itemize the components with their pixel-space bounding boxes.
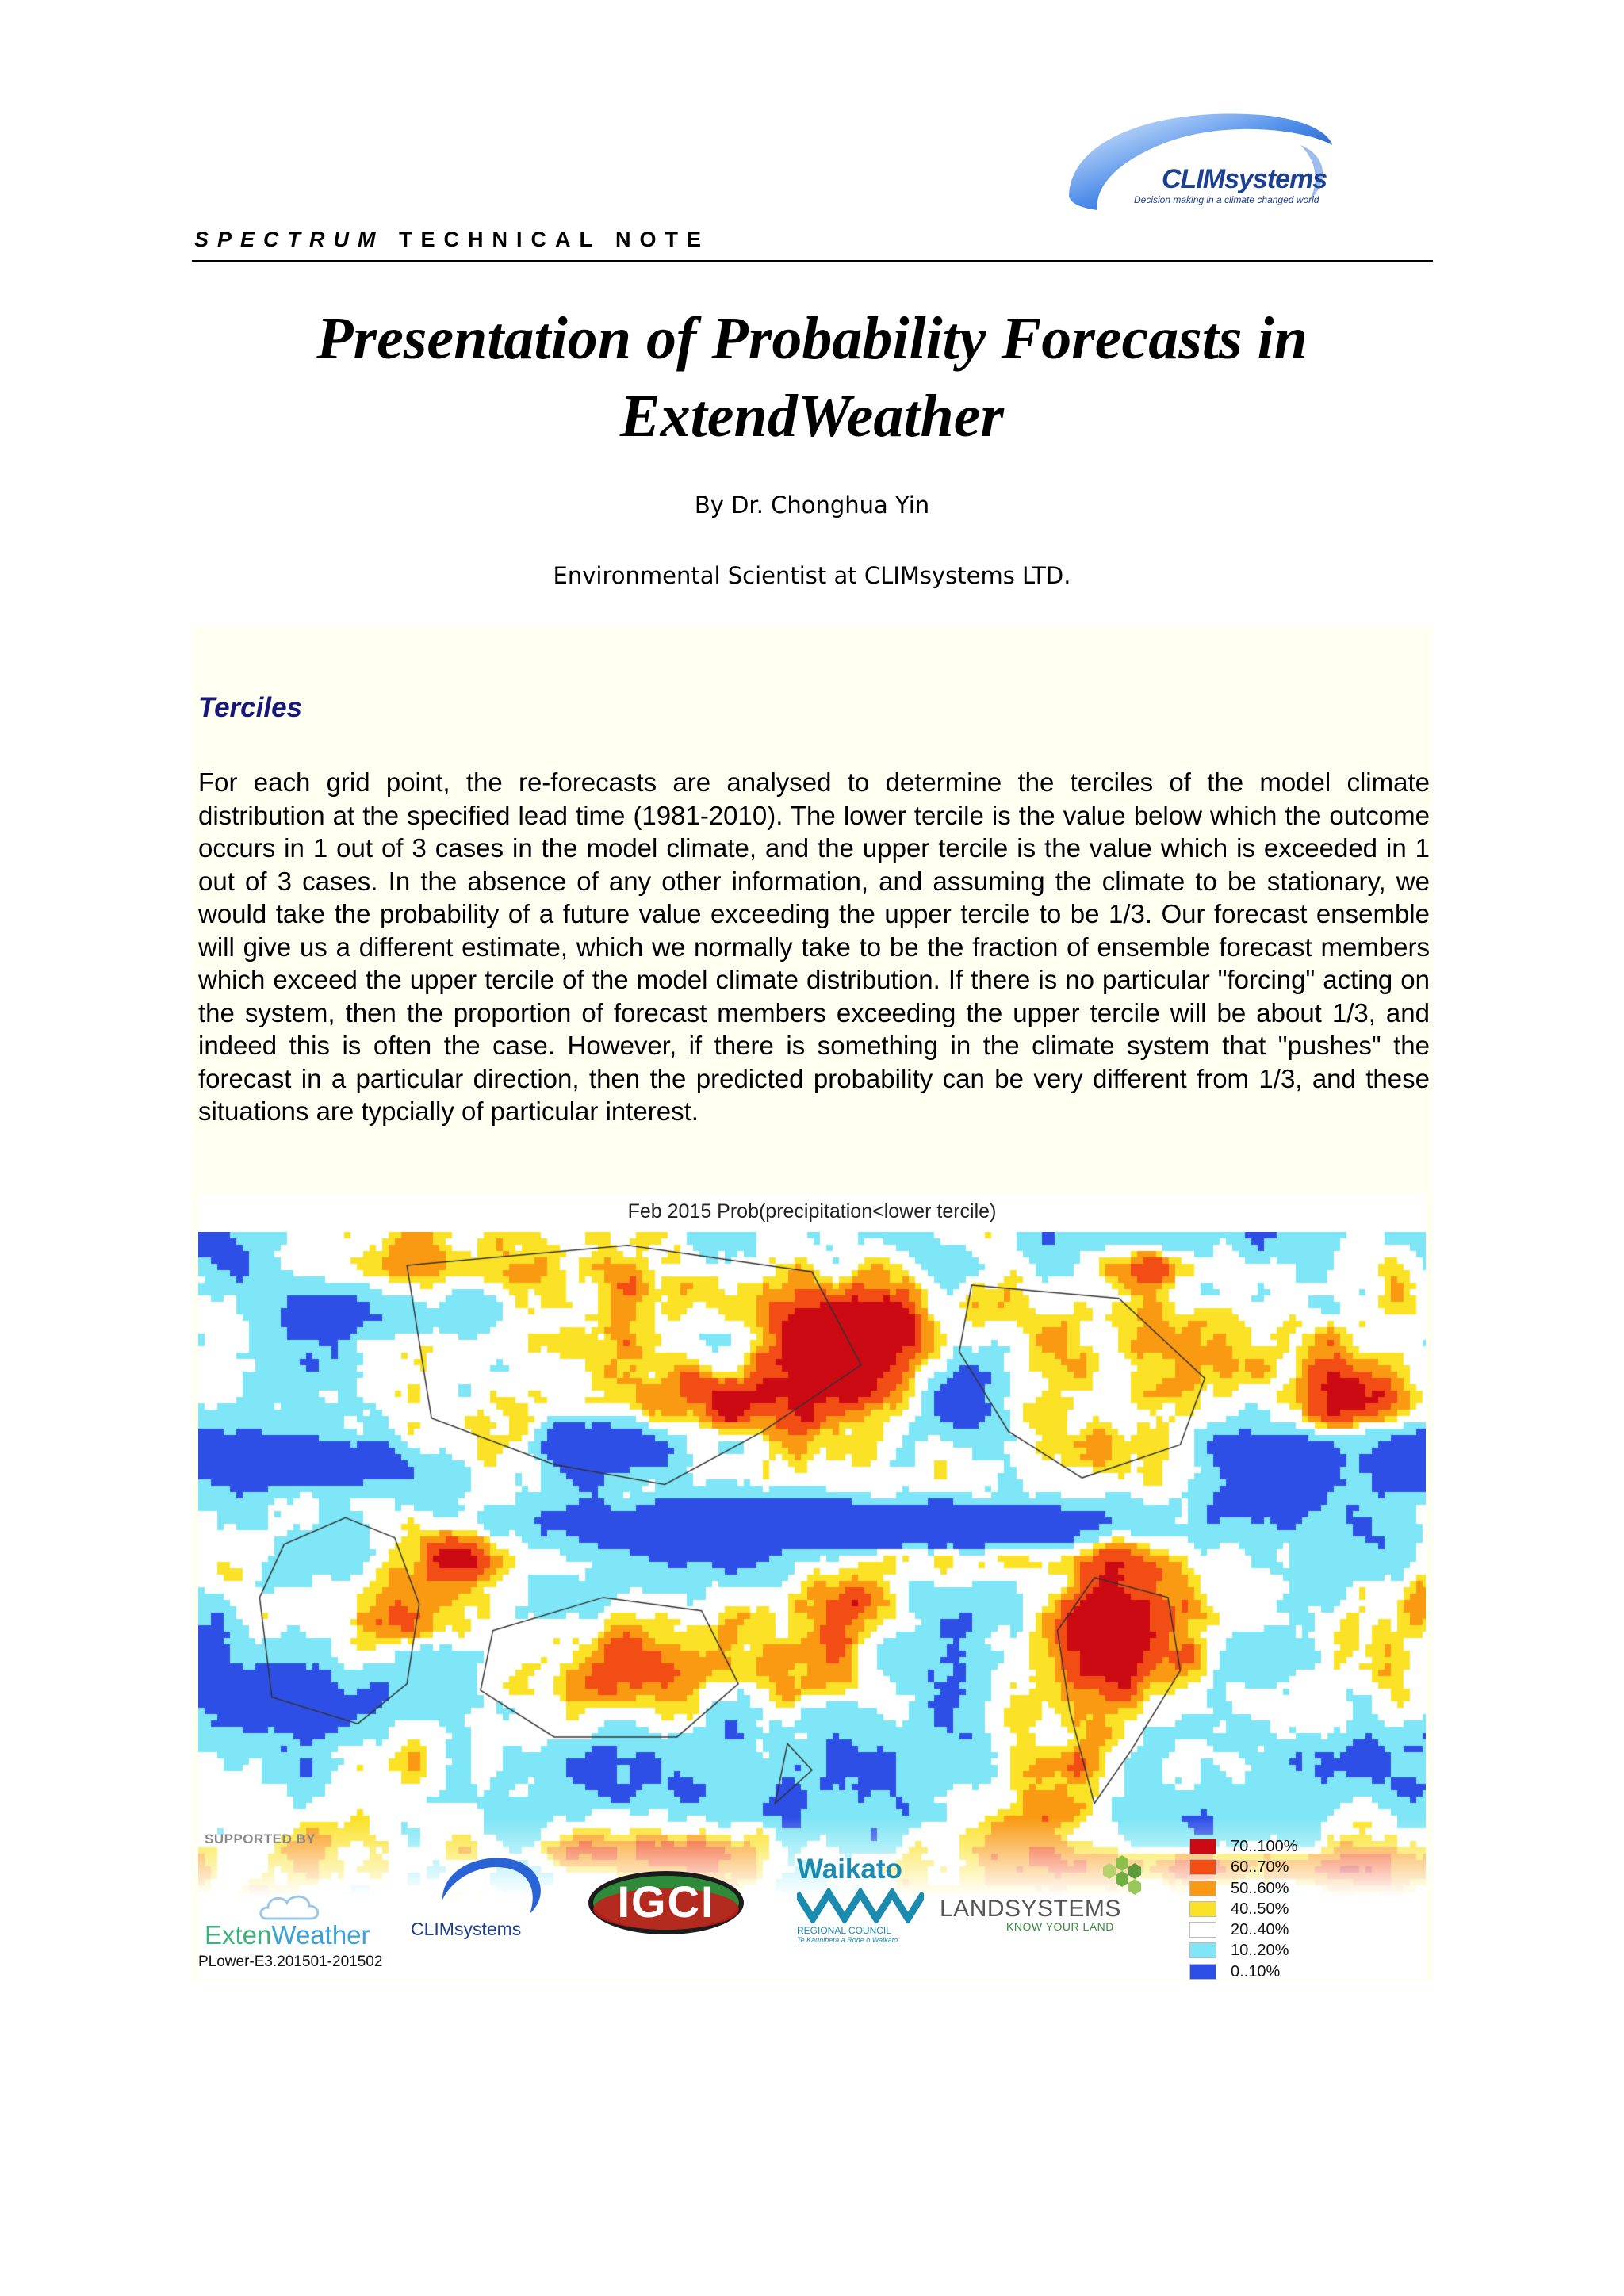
legend-label: 60..70%: [1231, 1858, 1289, 1877]
waikato-name: Waikato: [797, 1854, 902, 1885]
legend-label: 70..100%: [1231, 1838, 1298, 1855]
title-line-2: ExtendWeather: [619, 383, 1005, 450]
cloud-icon: [259, 1892, 322, 1922]
legend-label: 40..50%: [1231, 1900, 1289, 1918]
section-body: For each grid point, the re-forecasts are analysed to determine the terciles of the model climate distribution at the specified lead time (1981-2010). The lower tercile is the value below which the outcome occurs in 1 out of 3 cases in the model climate, and the upper tercile is the value which is exceeded in 1 out of 3 cases. In the absence of any other information, and assuming the climate to be stationary, we would take the probability of a future value exceeding the upper tercile to be 1/3. Our forecast ensemble will give us a different estimate, which we normally take to be the fraction of ensemble forecast members which exceed the upper tercile of the model climate distribution. If there is no particular "forcing" acting on the system, then the proportion of forecast members exceeding the upper tercile will be about 1/3, and indeed this is often the case. However, if there is something in the climate system that "pushes" the forecast in a particular direction, then the predicted probability can be very different from 1/3, and these situations are typcially of particular interest.: [198, 767, 1430, 1126]
extenweather-name: [205, 1920, 370, 1950]
extenweather-name-a: Exten: [205, 1920, 272, 1950]
legend-label: 50..60%: [1231, 1879, 1289, 1897]
byline: By Dr. Chonghua Yin: [694, 492, 930, 519]
waikato-logo: [797, 1854, 932, 1949]
section-heading: Terciles: [198, 692, 303, 723]
legend-label: 10..20%: [1231, 1942, 1289, 1960]
climsystems-logo: [1063, 107, 1348, 234]
legend-swatch: [1189, 1839, 1216, 1854]
igci-logo: [587, 1868, 745, 1939]
supported-by-label: SUPPORTED BY: [205, 1831, 316, 1846]
legend-item: [1189, 1961, 1348, 1982]
legend-swatch: [1189, 1901, 1216, 1917]
legend-item: [1189, 1836, 1348, 1857]
logo-tagline: Decision making in a climate changed world: [1134, 194, 1320, 205]
igci-name: IGCI: [617, 1877, 715, 1927]
extenweather-name-b: Weather: [271, 1920, 370, 1950]
legend-item: [1189, 1878, 1348, 1899]
legend-item: [1189, 1940, 1348, 1961]
legend-swatch: [1189, 1881, 1216, 1896]
waikato-maori-subtitle: Te Kaunihera a Rohe o Waikato: [797, 1936, 898, 1944]
extenweather-logo: [205, 1892, 395, 1950]
waikato-subtitle: REGIONAL COUNCIL: [797, 1925, 891, 1936]
legend-swatch: [1189, 1859, 1216, 1875]
legend-item: [1189, 1919, 1348, 1940]
climsystems-partner-logo: [411, 1852, 553, 1939]
legend-swatch: [1189, 1964, 1216, 1980]
logo-brand: CLIMsystems: [1162, 164, 1327, 194]
legend-label: 20..40%: [1231, 1921, 1289, 1939]
waves-icon: [797, 1888, 924, 1923]
climsystems-partner-name: CLIMsystems: [411, 1919, 522, 1939]
landsystems-tagline: KNOW YOUR LAND: [1006, 1920, 1114, 1933]
swoosh-icon: [411, 1852, 553, 1919]
legend-item: [1189, 1857, 1348, 1877]
hexagon-cluster-icon: [1098, 1852, 1146, 1900]
series-name: SPECTRUM: [194, 228, 385, 251]
series-type: TECHNICAL NOTE: [399, 228, 710, 251]
probability-figure: [198, 1194, 1426, 1979]
landsystems-name: LANDSYSTEMS: [940, 1896, 1121, 1922]
probability-map: [198, 1232, 1426, 1896]
figure-code: PLower-E3.201501-201502: [198, 1954, 383, 1970]
landsystems-logo: [940, 1860, 1154, 1939]
header-divider: [192, 260, 1433, 262]
figure-title: Feb 2015 Prob(precipitation<lower tercile): [627, 1200, 997, 1223]
legend-item: [1189, 1899, 1348, 1919]
series-label: [194, 228, 710, 252]
legend-swatch: [1189, 1942, 1216, 1958]
map-legend: [1189, 1836, 1348, 1982]
document-title: [0, 300, 1624, 455]
title-line-1: Presentation of Probability Forecasts in: [316, 305, 1308, 372]
author-affiliation: Environmental Scientist at CLIMsystems LTD.: [553, 562, 1071, 589]
legend-swatch: [1189, 1922, 1216, 1938]
legend-label: 0..10%: [1231, 1962, 1281, 1980]
